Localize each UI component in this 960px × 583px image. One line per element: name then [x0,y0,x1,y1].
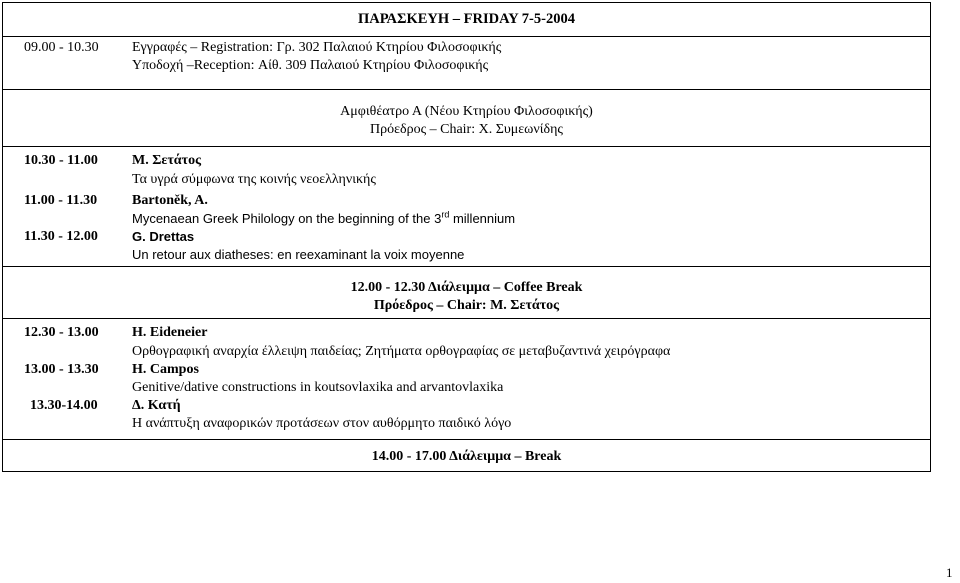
talk-speaker: Δ. Κατή [132,398,181,413]
talk-time: 13.00 - 13.30 [24,362,99,377]
talk-title: Un retour aux diatheses: en reexaminant la voix moyenne [132,247,465,262]
table-border-right [930,2,931,472]
registration-time: 09.00 - 10.30 [24,40,99,55]
venue: Αμφιθέατρο Α (Νέου Κτηρίου Φιλοσοφικής) [340,104,593,119]
talk-time: 11.30 - 12.00 [24,229,98,244]
registration-line: Εγγραφές – Registration: Γρ. 302 Παλαιού Κτηρίου Φιλοσοφικής [132,40,502,55]
talk-title: Mycenaean Greek Philology on the beginning of the 3rd millennium [132,209,516,226]
day-title: ΠΑΡΑΣΚΕΥΗ – FRIDAY 7-5-2004 [358,11,575,27]
talk-speaker: G. Drettas [132,229,195,244]
coffee-chair: Πρόεδρος – Chair: Μ. Σετάτος [373,298,560,313]
talk-speaker: Bartoněk, A. [132,193,208,208]
divider [2,146,931,147]
divider [2,439,931,440]
break: 14.00 - 17.00 Διάλειμμα – Break [371,449,562,464]
talk-speaker: H. Campos [132,362,199,377]
talk-speaker: H. Eideneier [132,325,208,340]
talk-time: 13.30-14.00 [30,398,98,413]
table-border-top [2,2,931,3]
talk-title: Τα υγρά σύμφωνα της κοινής νεοελληνικής [132,172,376,187]
table-border-bottom [2,471,931,472]
divider [2,266,931,267]
talk-title: Η ανάπτυξη αναφορικών προτάσεων στον αυθόρμητο παιδικό λόγο [132,416,512,431]
divider [2,89,931,90]
table-border-left [2,2,3,472]
coffee-break: 12.00 - 12.30 Διάλειμμα – Coffee Break [350,280,583,295]
divider [2,36,931,37]
divider [2,318,931,319]
talk-title: Ορθογραφική αναρχία έλλειψη παιδείας; Ζητήματα ορθογραφίας σε μεταβυζαντινά χειρόγραφα [132,344,671,359]
talk-speaker: Μ. Σετάτος [132,153,201,168]
talk-title: Genitive/dative constructions in koutsovlaxika and arvantovlaxika [132,380,504,395]
talk-time: 12.30 - 13.00 [24,325,99,340]
chair: Πρόεδρος – Chair: Χ. Συμεωνίδης [370,122,563,137]
page-number: 1 [946,565,953,580]
reception-line: Υποδοχή –Reception: Αίθ. 309 Παλαιού Κτηρίου Φιλοσοφικής [132,58,489,73]
talk-time: 10.30 - 11.00 [24,153,98,168]
talk-time: 11.00 - 11.30 [24,193,98,208]
